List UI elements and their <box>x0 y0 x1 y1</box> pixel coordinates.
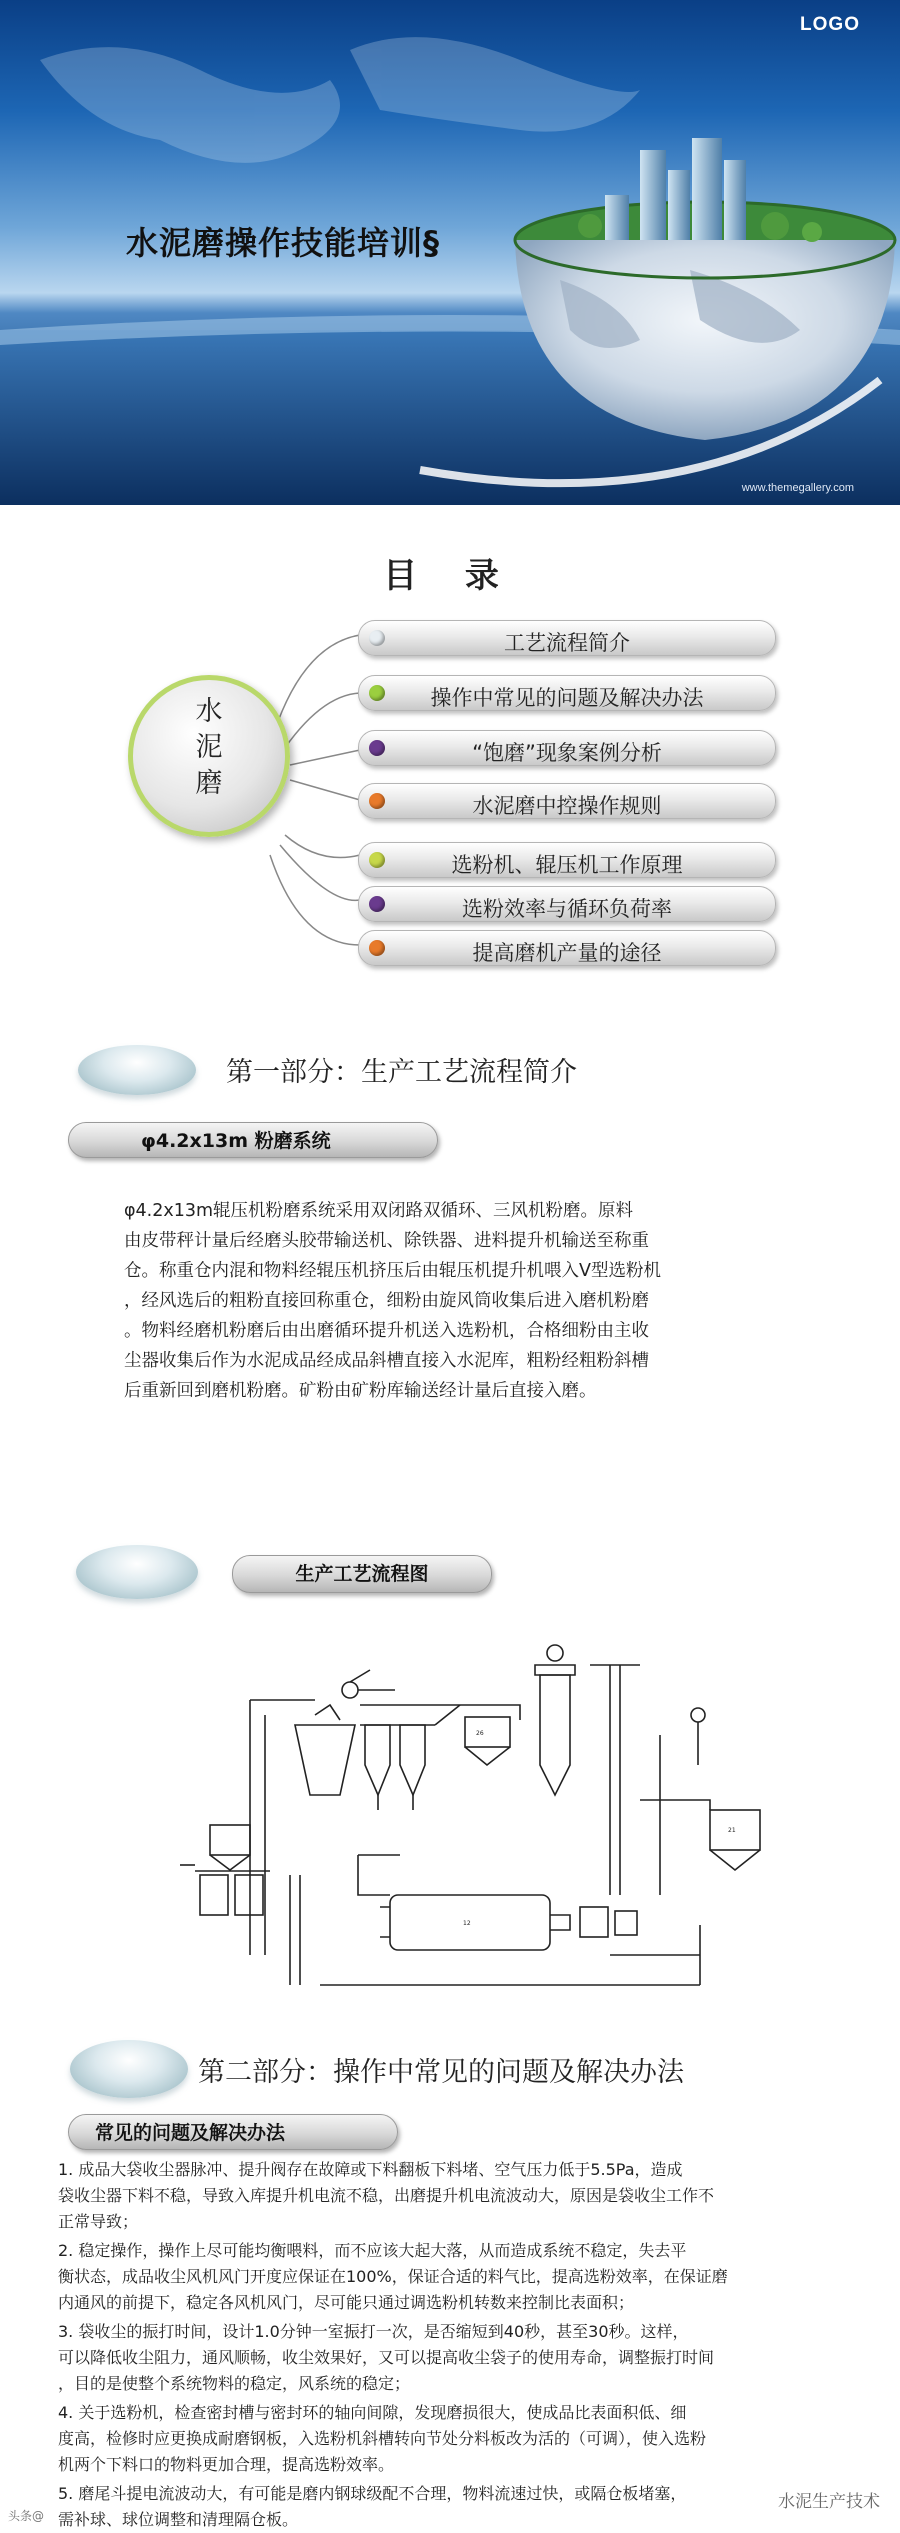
section-ellipse-icon <box>78 1045 196 1095</box>
cover-banner <box>0 0 900 505</box>
site-url: www.themegallery.com <box>741 482 854 494</box>
section-ellipse-icon <box>76 1545 198 1599</box>
issue-item: 4. 关于选粉机，检查密封槽与密封环的轴向间隙，发现磨损很大，使成品比表面积低、细 度高，检修时应更换成耐磨钢板，入选粉机斜槽转向节处分料板改为活的（可调），使入选粉 机两个下料口的物料更加合理，提高选粉效率。 <box>58 2403 707 2474</box>
issue-item: 5. 磨尾斗提电流波动大，有可能是磨内钢球级配不合理，物料流速过快，或隔仓板堵塞， 需补球、球位调整和清理隔仓板。 <box>58 2484 687 2529</box>
toc-item[interactable] <box>358 842 776 878</box>
cover-title: 水泥磨操作技能培训§ <box>126 224 441 262</box>
svg-text:26: 26 <box>476 1730 484 1737</box>
toc-title: 目 录 <box>383 556 517 596</box>
process-description: φ4.2x13m辊压机粉磨系统采用双闭路双循环、三风机粉磨。原料 由皮带秤计量后经磨头胶带输送机、除铁器、进料提升机输送至称重 仓。称重仓内混和物料经辊压机挤压后由辊压机提升机喂入V型选粉机 ，经风选后的粗粉直接回称重仓，细粉由旋风筒收集后进入磨机粉磨 。物料经磨机粉磨后由出磨循环提升机送入选粉机，合格细粉由主收 尘器收集后作为水泥成品经成品斜槽直接入水泥库，粗粉经粗粉斜槽 后重新回到磨机粉磨。矿粉由矿粉库输送经计量后直接入磨。 <box>124 1201 661 1401</box>
svg-text:21: 21 <box>728 1827 736 1834</box>
toc-item[interactable] <box>358 675 776 711</box>
subsection-pill: 生产工艺流程图 <box>232 1555 492 1593</box>
toc-center-circle <box>128 675 290 837</box>
toc-item[interactable] <box>358 783 776 819</box>
subsection-pill: 常见的问题及解决办法 <box>68 2114 398 2150</box>
toc-item-label: “饱磨”现象案例分析 <box>472 741 662 765</box>
section-heading: 第一部分：生产工艺流程简介 <box>226 1057 577 1088</box>
toc-center-label: 水 泥 磨 <box>195 696 223 799</box>
issue-item: 2. 稳定操作，操作上尽可能均衡喂料，而不应该大起大落，从而造成系统不稳定，失去平 衡状态，成品收尘风机风门开度应保证在100%，保证合适的料气比，提高选粉效率，在保证磨 内通风的前提下，稳定各风机风门，尽可能只通过调选粉机转数来控制比表面积； <box>58 2241 728 2312</box>
toc-item-label: 选粉机、辊压机工作原理 <box>451 853 683 877</box>
svg-text:12: 12 <box>463 1920 471 1927</box>
issue-item: 1. 成品大袋收尘器脉冲、提升阀存在故障或下料翻板下料堵、空气压力低于5.5Pa，造成 袋收尘器下料不稳，导致入库提升机电流不稳，出磨提升机电流波动大，原因是袋收尘工作不 正常导致； <box>58 2160 715 2231</box>
section-ellipse-icon <box>70 2040 188 2098</box>
subsection-pill: φ4.2x13m 粉磨系统 <box>68 1122 438 1158</box>
toc-item[interactable] <box>358 930 776 966</box>
watermark-left: 头条@ <box>8 2509 45 2523</box>
toc-item-label: 操作中常见的问题及解决办法 <box>430 686 704 710</box>
toc-item[interactable] <box>358 730 776 766</box>
toc-item-label: 选粉效率与循环负荷率 <box>462 897 672 921</box>
section-heading: 第二部分：操作中常见的问题及解决办法 <box>198 2057 684 2088</box>
logo-text: LOGO <box>800 14 860 35</box>
issue-item: 3. 袋收尘的振打时间，设计1.0分钟一室振打一次，是否缩短到40秒，甚至30秒。这样， 可以降低收尘阻力，通风顺畅，收尘效果好，又可以提高收尘袋子的使用寿命，调整振打时间 ，目的是使整个系统物料的稳定，风系统的稳定； <box>58 2322 715 2393</box>
toc-item[interactable] <box>358 620 776 656</box>
watermark-right: 水泥生产技术 <box>778 2492 880 2512</box>
toc-item-label: 提高磨机产量的途径 <box>472 941 662 965</box>
toc-item[interactable] <box>358 886 776 922</box>
process-flow-diagram <box>140 1625 780 2010</box>
toc-item-label: 水泥磨中控操作规则 <box>472 794 662 818</box>
toc-item-label: 工艺流程简介 <box>504 631 630 655</box>
